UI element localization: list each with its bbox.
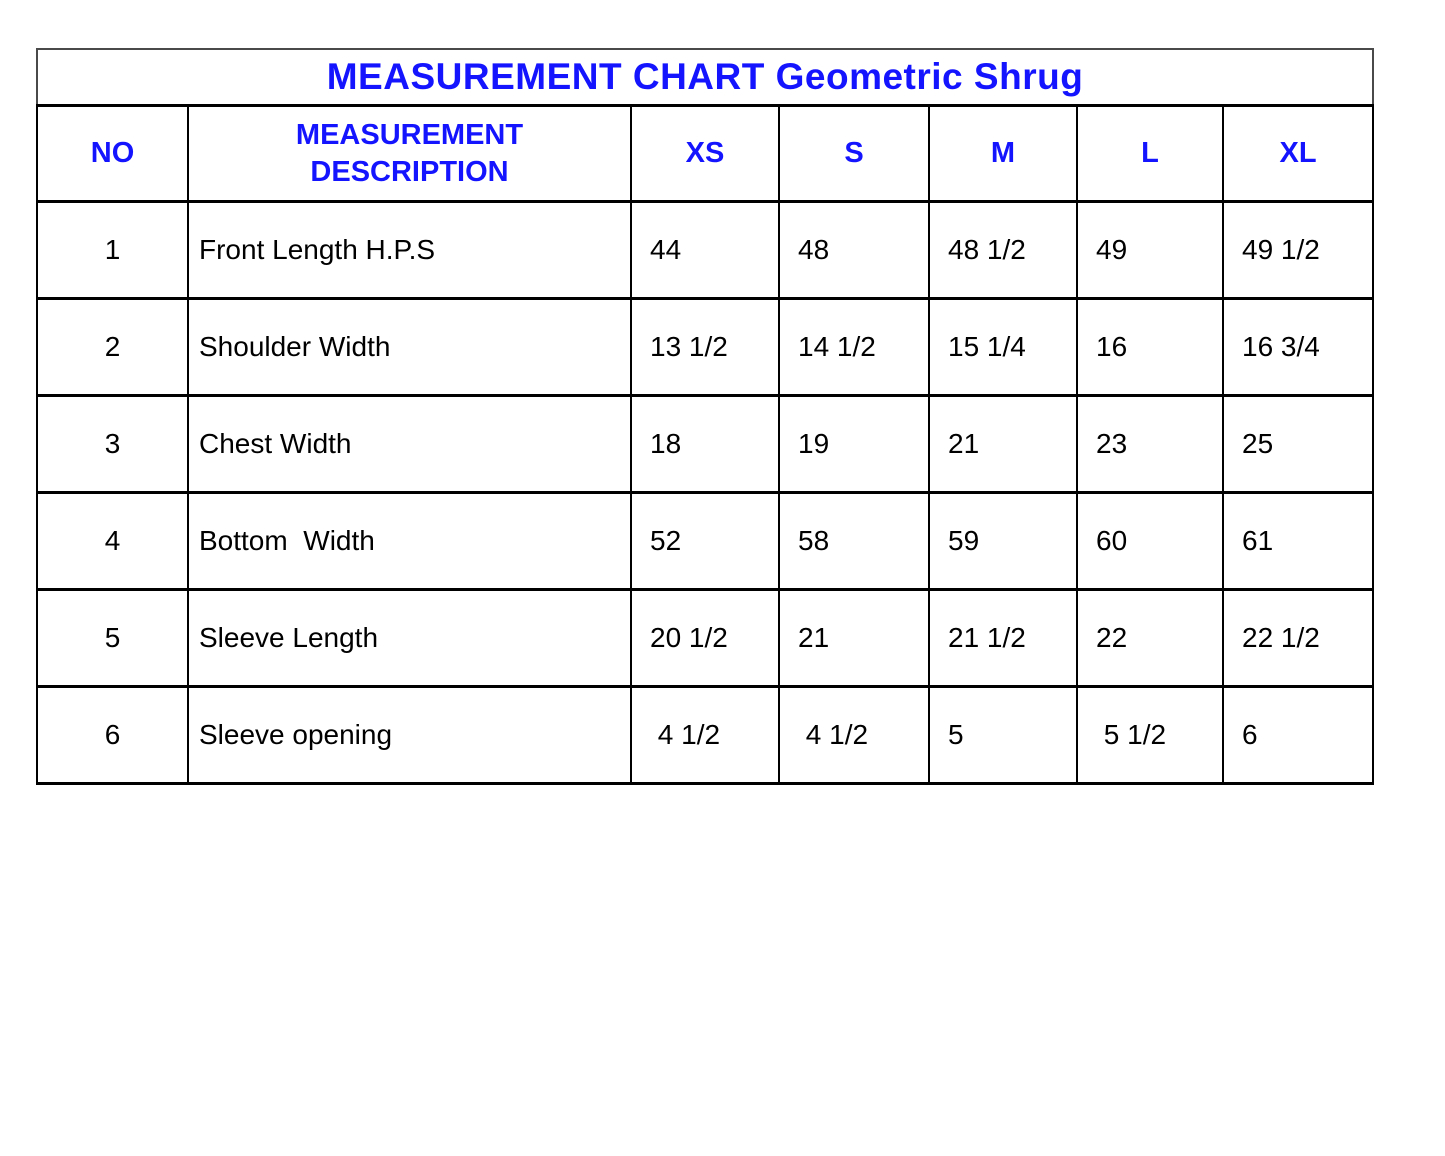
- size-xs-cell: 18: [631, 396, 779, 493]
- size-m-cell: 21 1/2: [929, 590, 1077, 687]
- column-header-xl: XL: [1223, 106, 1373, 202]
- table-row: [37, 396, 1373, 493]
- row-number-cell: 3: [37, 396, 188, 493]
- table-row: [37, 299, 1373, 396]
- column-header-l: L: [1077, 106, 1223, 202]
- column-header-xs: XS: [631, 106, 779, 202]
- row-number-cell: 6: [37, 687, 188, 784]
- size-xs-cell: 44: [631, 202, 779, 299]
- table-head: [37, 49, 1373, 202]
- table-row: [37, 687, 1373, 784]
- size-xs-cell: 20 1/2: [631, 590, 779, 687]
- description-cell: Chest Width: [188, 396, 631, 493]
- size-xs-cell: 52: [631, 493, 779, 590]
- size-l-cell: 22: [1077, 590, 1223, 687]
- description-cell: Shoulder Width: [188, 299, 631, 396]
- size-m-cell: 21: [929, 396, 1077, 493]
- measurement-table: [36, 48, 1374, 785]
- size-m-cell: 59: [929, 493, 1077, 590]
- size-s-cell: 4 1/2: [779, 687, 929, 784]
- size-xl-cell: 49 1/2: [1223, 202, 1373, 299]
- size-s-cell: 58: [779, 493, 929, 590]
- column-header-s: S: [779, 106, 929, 202]
- size-s-cell: 48: [779, 202, 929, 299]
- description-cell: Bottom Width: [188, 493, 631, 590]
- row-number-cell: 2: [37, 299, 188, 396]
- size-m-cell: 5: [929, 687, 1077, 784]
- table-row: [37, 590, 1373, 687]
- table-title: MEASUREMENT CHART Geometric Shrug: [37, 49, 1373, 106]
- size-l-cell: 60: [1077, 493, 1223, 590]
- size-xl-cell: 16 3/4: [1223, 299, 1373, 396]
- description-cell: Sleeve Length: [188, 590, 631, 687]
- size-s-cell: 14 1/2: [779, 299, 929, 396]
- row-number-cell: 1: [37, 202, 188, 299]
- size-xl-cell: 25: [1223, 396, 1373, 493]
- row-number-cell: 5: [37, 590, 188, 687]
- size-l-cell: 16: [1077, 299, 1223, 396]
- size-xs-cell: 4 1/2: [631, 687, 779, 784]
- size-m-cell: 48 1/2: [929, 202, 1077, 299]
- description-cell: Front Length H.P.S: [188, 202, 631, 299]
- size-xs-cell: 13 1/2: [631, 299, 779, 396]
- description-cell: Sleeve opening: [188, 687, 631, 784]
- size-s-cell: 21: [779, 590, 929, 687]
- size-s-cell: 19: [779, 396, 929, 493]
- size-m-cell: 15 1/4: [929, 299, 1077, 396]
- table-row: [37, 202, 1373, 299]
- size-l-cell: 49: [1077, 202, 1223, 299]
- title-row: [37, 49, 1373, 106]
- size-xl-cell: 22 1/2: [1223, 590, 1373, 687]
- size-xl-cell: 6: [1223, 687, 1373, 784]
- column-header-description: MEASUREMENT DESCRIPTION: [188, 106, 631, 202]
- table-row: [37, 493, 1373, 590]
- measurement-sheet: [36, 48, 1374, 785]
- header-row: [37, 106, 1373, 202]
- size-l-cell: 23: [1077, 396, 1223, 493]
- size-xl-cell: 61: [1223, 493, 1373, 590]
- table-body: [37, 202, 1373, 784]
- size-l-cell: 5 1/2: [1077, 687, 1223, 784]
- row-number-cell: 4: [37, 493, 188, 590]
- column-header-m: M: [929, 106, 1077, 202]
- column-header-no: NO: [37, 106, 188, 202]
